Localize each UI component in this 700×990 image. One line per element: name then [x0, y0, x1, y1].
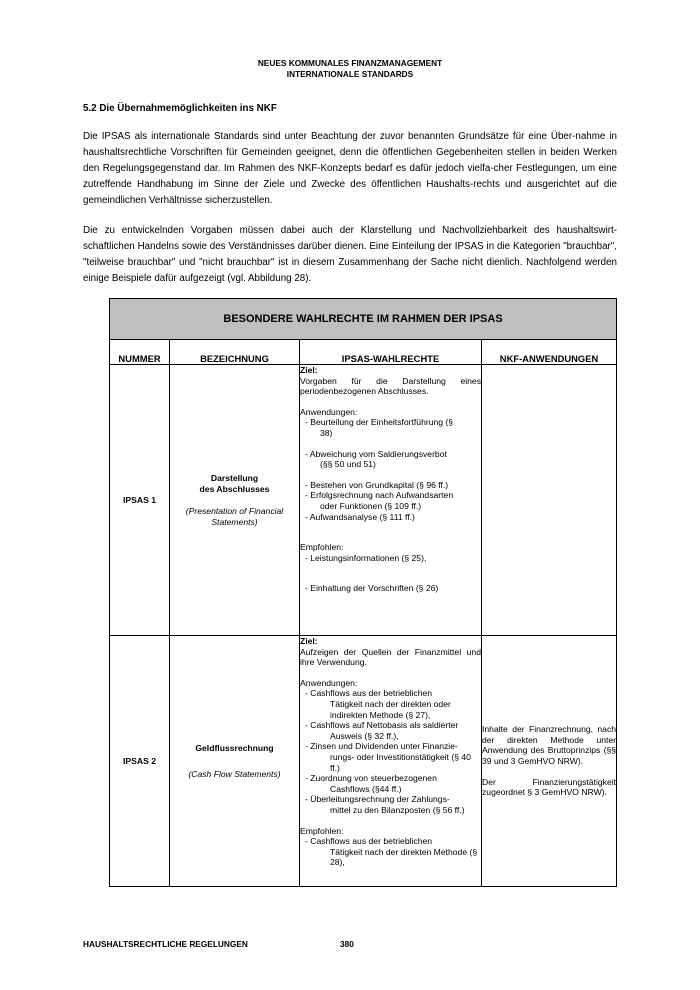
paragraph: Die IPSAS als internationale Standards sind unter Beachtung der zuvor benannten Grundsätze für eine Über-nahme in haushaltsrechtliche Vorschriften für Gemeinden geeignet, denn die öffentlichen Gegebenheiten stellen in beiden Werken den Regelungsgegenstand dar. Im Rahmen des NKF-Konzepts bedarf es dafür jedoch vielfa-cher Festlegungen, um eine zutreffende Handhabung im Sinne der Ziele und Zwecke des öffentlichen Haushalts-rechts und ausgerichtet auf die gemeindlichen Verhältnisse sicherzustellen.: [83, 131, 617, 206]
column-header: IPSAS-WAHLRECHTE: [300, 340, 482, 365]
paragraph: Die zu entwickelnden Vorgaben müssen dabei auch der Klarstellung und Nachvollziehbarkeit des haushaltswirt-schaftlichen Handelns sowie des Verständnisses darüber dienen. Eine Einteilung der IPSAS in die Kategorien "brauchbar", "teilweise brauchbar" und "nicht brauchbar" ist in diesem Zusammenhang der Sache nicht dienlich. Nachfolgend werden einige Beispiele dafür aufgezeigt (vgl. Abbildung 28).: [83, 225, 617, 284]
list-item: - Cashflows aus der betrieblichen Tätigkeit nach der direkten oder indirekten Methode (§ 27),: [305, 688, 451, 720]
bezeichnung-line: Darstellung: [210, 473, 259, 483]
table-row: [110, 636, 617, 887]
list-item: - Cashflows auf Nettobasis als saldierter Ausweis (§ 32 ff.),: [305, 720, 459, 741]
column-header: NKF-ANWENDUNGEN: [482, 340, 617, 365]
bezeichnung-line: des Abschlusses: [199, 483, 270, 494]
list-item: - Bestehen von Grundkapital (§ 96 ff.): [305, 479, 449, 490]
list-item: - Cashflows aus der betrieblichen Tätigkeit nach der direkten Methode (§ 28),: [305, 836, 478, 868]
list-item: - Einhaltung der Vorschriften (§ 26): [305, 583, 439, 594]
ziel-label: Ziel:: [300, 636, 318, 646]
ziel-text: Vorgaben für die Darstellung eines periodenbezogenen Abschlusses.: [300, 375, 481, 397]
list-item: - Aufwandsanalyse (§ 111 ff.): [305, 511, 415, 522]
bezeichnung-line: Geldflussrechnung: [195, 742, 274, 753]
bezeichnung-english: (Cash Flow Statements): [188, 769, 281, 779]
row-number: IPSAS 1: [110, 365, 170, 636]
ziel-text: Aufzeigen der Quellen der Finanzmittel und ihre Verwendung.: [300, 646, 481, 668]
nkf-text: Inhalte der Finanzrechnung, nach der direkten Methode unter Anwendung des Bruttoprinzips (§§ 39 und 3 GemHVO NRW).: [482, 724, 617, 766]
list-item: - Zuordnung von steuerbezogenen Cashflows (§44 ff.): [305, 773, 437, 794]
list-item: - Leistungsinformationen (§ 25),: [305, 552, 427, 563]
list-item: - Beurteilung der Einheitsfortführung (§ 38): [305, 417, 454, 438]
header-line-1: NEUES KOMMUNALES FINANZMANAGEMENT: [257, 58, 443, 68]
list-item: - Überleitungsrechnung der Zahlungs- mittel zu den Bilanzposten (§ 56 ff.): [305, 794, 465, 815]
list-item: - Abweichung vom Saldierungsverbot (§§ 50 und 51): [305, 448, 447, 470]
empfohlen-label: Empfohlen:: [300, 825, 344, 836]
header-line-2: INTERNATIONALE STANDARDS: [286, 69, 414, 79]
list-item: - Erfolgsrechnung nach Aufwandsarten oder Funktionen (§ 109 ff.): [305, 490, 454, 511]
bezeichnung-english: (Presentation of Financial Statements): [185, 506, 284, 527]
anwendungen-label: Anwendungen:: [300, 677, 358, 688]
column-header: NUMMER: [110, 340, 170, 365]
ziel-label: Ziel:: [300, 365, 318, 375]
table-row: [110, 365, 617, 636]
row-wahlrechte: [300, 365, 482, 636]
row-bezeichnung: [170, 636, 300, 887]
footer-title: HAUSHALTSRECHTLICHE REGELUNGEN: [83, 939, 248, 949]
empfohlen-label: Empfohlen:: [300, 542, 344, 553]
section-title: 5.2 Die Übernahmemöglichkeiten ins NKF: [83, 103, 277, 114]
list-item: - Zinsen und Dividenden unter Finanzie- rungs- oder Investitionstätigkeit (§ 40 ff.): [305, 741, 471, 773]
row-nkf: [482, 365, 617, 636]
table-title: BESONDERE WAHLRECHTE IM RAHMEN DER IPSAS: [110, 299, 617, 340]
page-number: 380: [340, 939, 354, 949]
row-bezeichnung: [170, 365, 300, 636]
column-header: BEZEICHNUNG: [170, 340, 300, 365]
anwendungen-label: Anwendungen:: [300, 406, 358, 417]
nkf-text: Der Finanzierungstätigkeit zugeordnet § 3 GemHVO NRW).: [482, 776, 617, 798]
row-number: IPSAS 2: [110, 636, 170, 887]
row-nkf: [482, 636, 617, 887]
row-wahlrechte: [300, 636, 482, 887]
wahlrechte-table: [109, 298, 617, 887]
